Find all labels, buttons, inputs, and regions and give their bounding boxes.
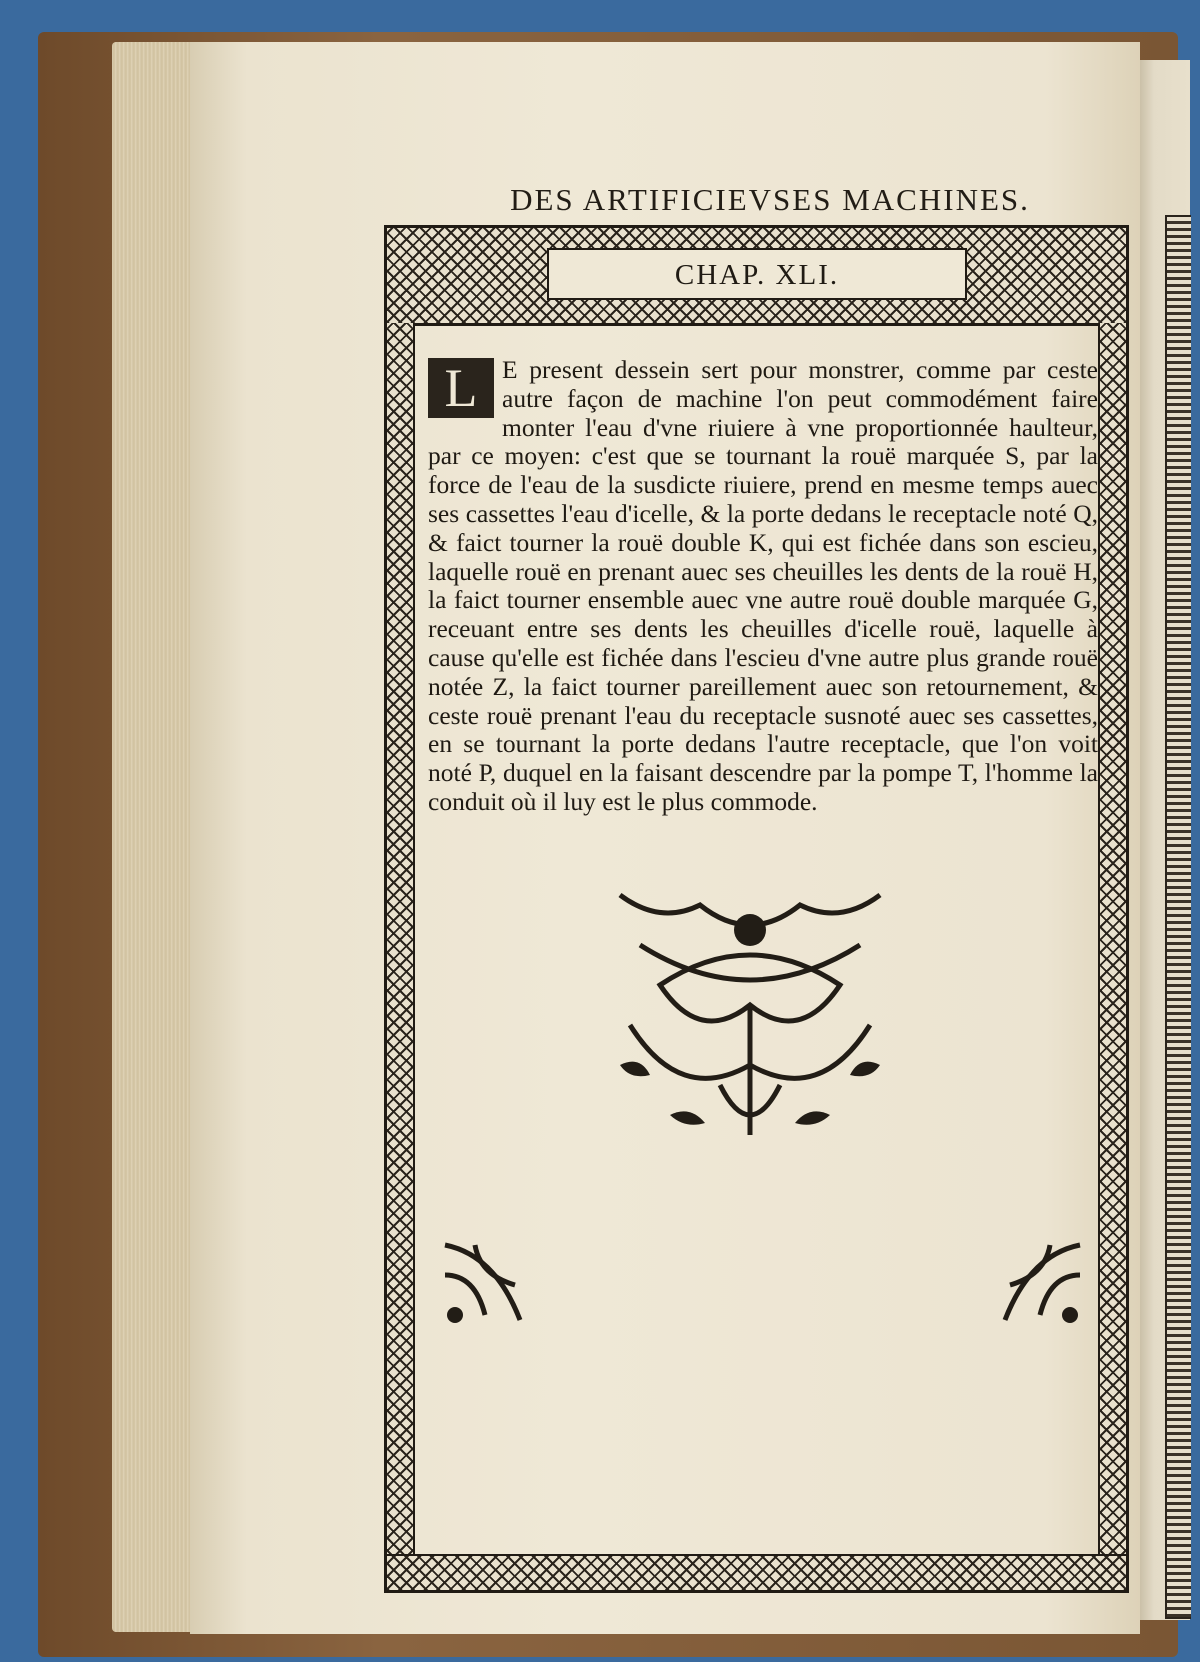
tailpiece-ornament (600, 885, 900, 1150)
corner-fleuron-left (435, 1235, 530, 1330)
drop-cap: L (428, 358, 494, 418)
frame-right-band (1098, 323, 1126, 1590)
chapter-heading: CHAP. XLI. (547, 248, 967, 300)
page-edges (112, 42, 192, 1632)
frame-bottom-band (387, 1554, 1126, 1590)
chapter-text (428, 356, 1098, 817)
chapter-body: E present dessein sert pour monstrer, comme par ceste autre façon de machine l'on peut commodément faire monter l'eau d'vne riuiere à vne proportionnée haulteur, par ce moyen: c'est que se tournant la rouë marquée S, par la force de l'eau de la susdicte riuiere, prend en mesme temps auec ses cassettes l'eau d'icelle, & la porte dedans le receptacle noté Q, & faict tourner la rouë double K, qui est fichée dans son escieu, laquelle rouë en prenant auec ses cheuilles les dents de la rouë H, la faict tourner ensemble auec vne autre rouë double marquée G, receuant entre ses dents les cheuilles d'icelle rouë, laquelle à cause qu'elle est fichée dans l'escieu d'vne autre plus grande rouë notée Z, la faict tourner pareillement auec son retournement, & ceste rouë prenant l'eau du receptacle susnoté auec ses cassettes, en se tournant la porte dedans l'autre receptacle, que l'on voit noté P, duquel en la faisant descendre par la pompe T, l'homme la conduit où il luy est le plus commode. (428, 355, 1098, 816)
running-head: DES ARTIFICIEVSES MACHINES. (510, 182, 1030, 217)
corner-fleuron-right (995, 1235, 1090, 1330)
frame-top-band (387, 228, 1126, 326)
facing-page-border (1165, 215, 1191, 1619)
frame-left-band (387, 323, 415, 1590)
